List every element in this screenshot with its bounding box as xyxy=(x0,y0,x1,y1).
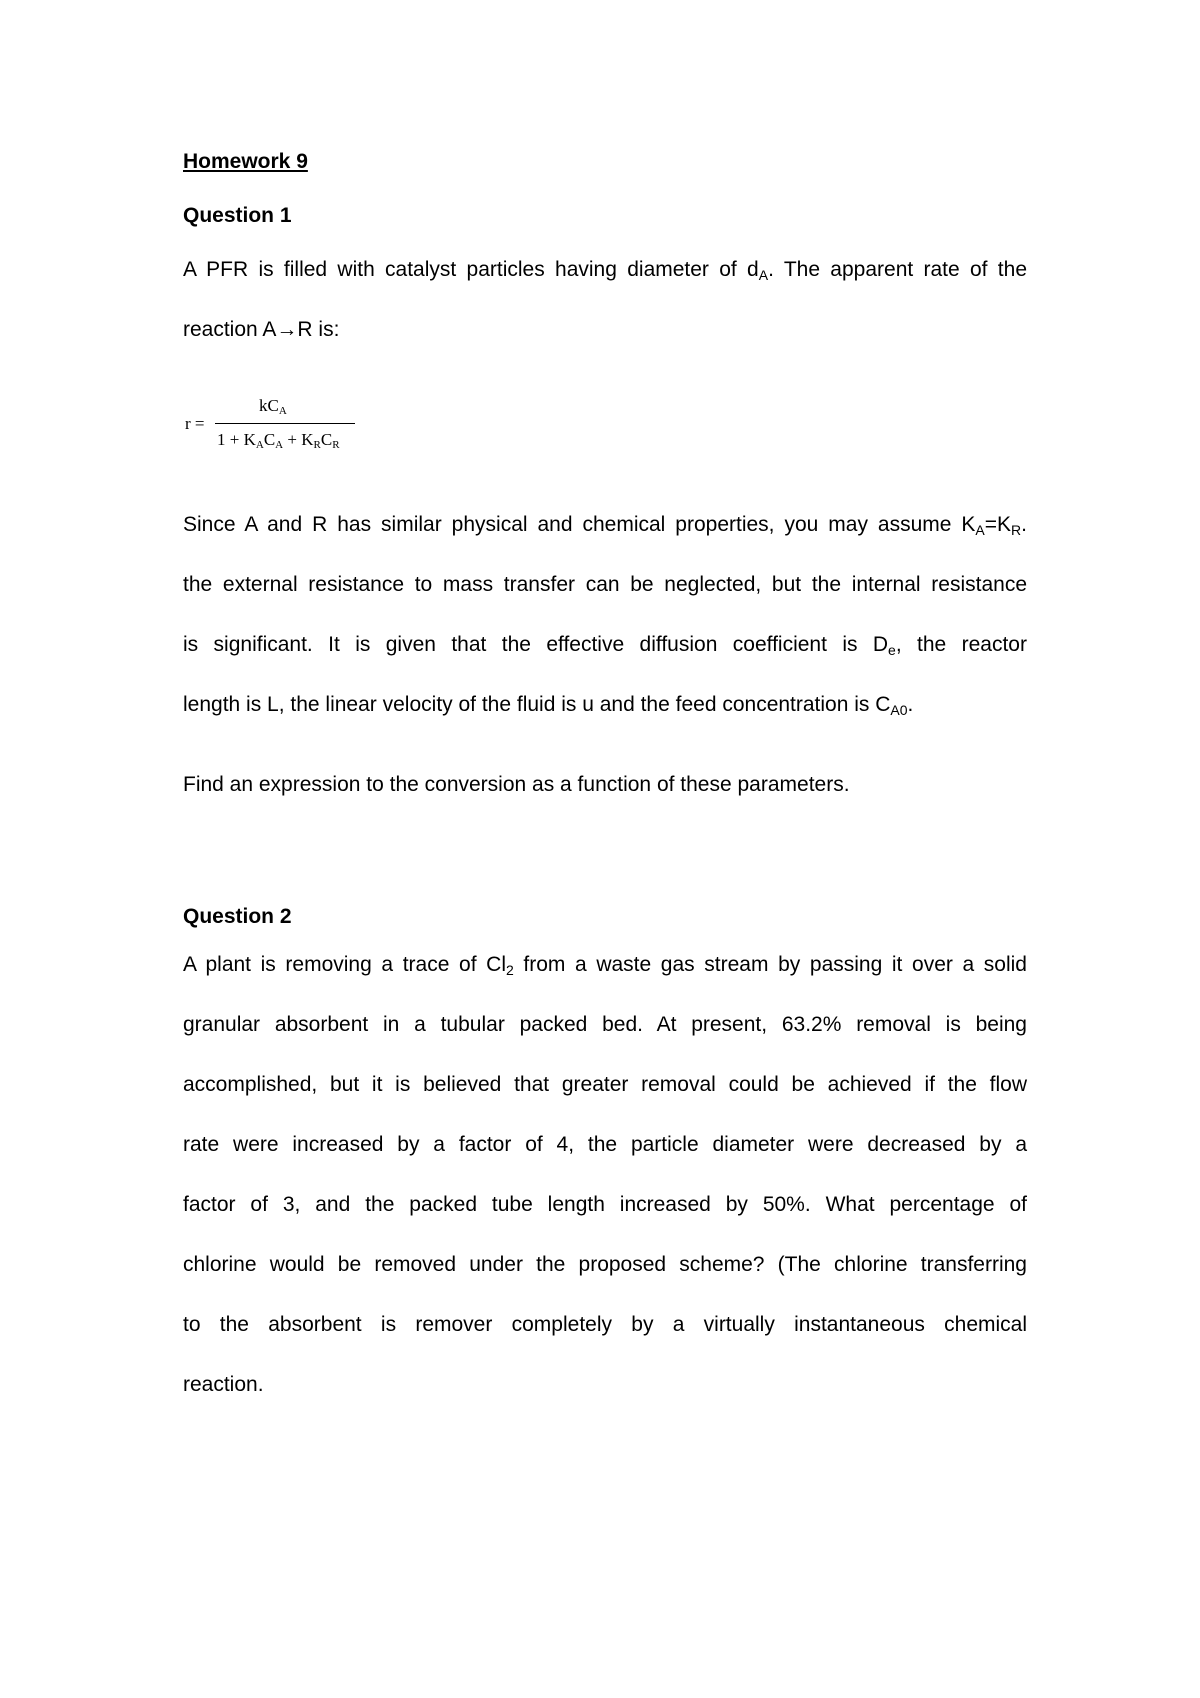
question1-line-5: is significant. It is given that the effective diffusion coefficient is $D_e$, the reactor xyxy=(183,633,1027,658)
question2-heading: Question 2 xyxy=(183,905,292,928)
rate-equation-denominator: $1 + K_AC_A + K_RC_R$ xyxy=(217,430,340,451)
fraction-bar xyxy=(215,423,355,424)
question2-line-5: factor of 3, and the packed tube length increased by 50%. What percentage of xyxy=(183,1193,1027,1216)
right-arrow-icon: → xyxy=(276,318,298,341)
rate-equation-lhs: r = xyxy=(185,414,205,433)
question2-line-1: A plant is removing a trace of $Cl_2$ from a waste gas stream by passing it over a solid xyxy=(183,953,1027,978)
question1-heading: Question 1 xyxy=(183,204,292,227)
question2-line-4: rate were increased by a factor of 4, the particle diameter were decreased by a xyxy=(183,1133,1027,1156)
question1-line-2: reaction A→R is: xyxy=(183,318,340,341)
question1-line-4: the external resistance to mass transfer can be neglected, but the internal resistance xyxy=(183,573,1027,596)
rate-equation xyxy=(183,392,363,462)
question1-line-3: Since A and R has similar physical and chemical properties, you may assume $K_A=K_R$. xyxy=(183,513,1027,538)
rate-equation-numerator: $kC_A$ xyxy=(259,396,287,417)
document-title: Homework 9 xyxy=(183,150,308,173)
question1-line-6: length is L, the linear velocity of the fluid is u and the feed concentration is $C_{A0}$. xyxy=(183,693,914,718)
question2-line-6: chlorine would be removed under the proposed scheme? (The chlorine transferring xyxy=(183,1253,1027,1276)
question2-line-8: reaction. xyxy=(183,1373,264,1396)
question1-line-7: Find an expression to the conversion as a function of these parameters. xyxy=(183,773,850,796)
question2-line-3: accomplished, but it is believed that greater removal could be achieved if the flow xyxy=(183,1073,1027,1096)
question1-line-1: A PFR is filled with catalyst particles having diameter of $d_A$. The apparent rate of the xyxy=(183,258,1027,283)
question2-line-7: to the absorbent is remover completely by a virtually instantaneous chemical xyxy=(183,1313,1027,1336)
question2-line-2: granular absorbent in a tubular packed bed. At present, 63.2% removal is being xyxy=(183,1013,1027,1036)
